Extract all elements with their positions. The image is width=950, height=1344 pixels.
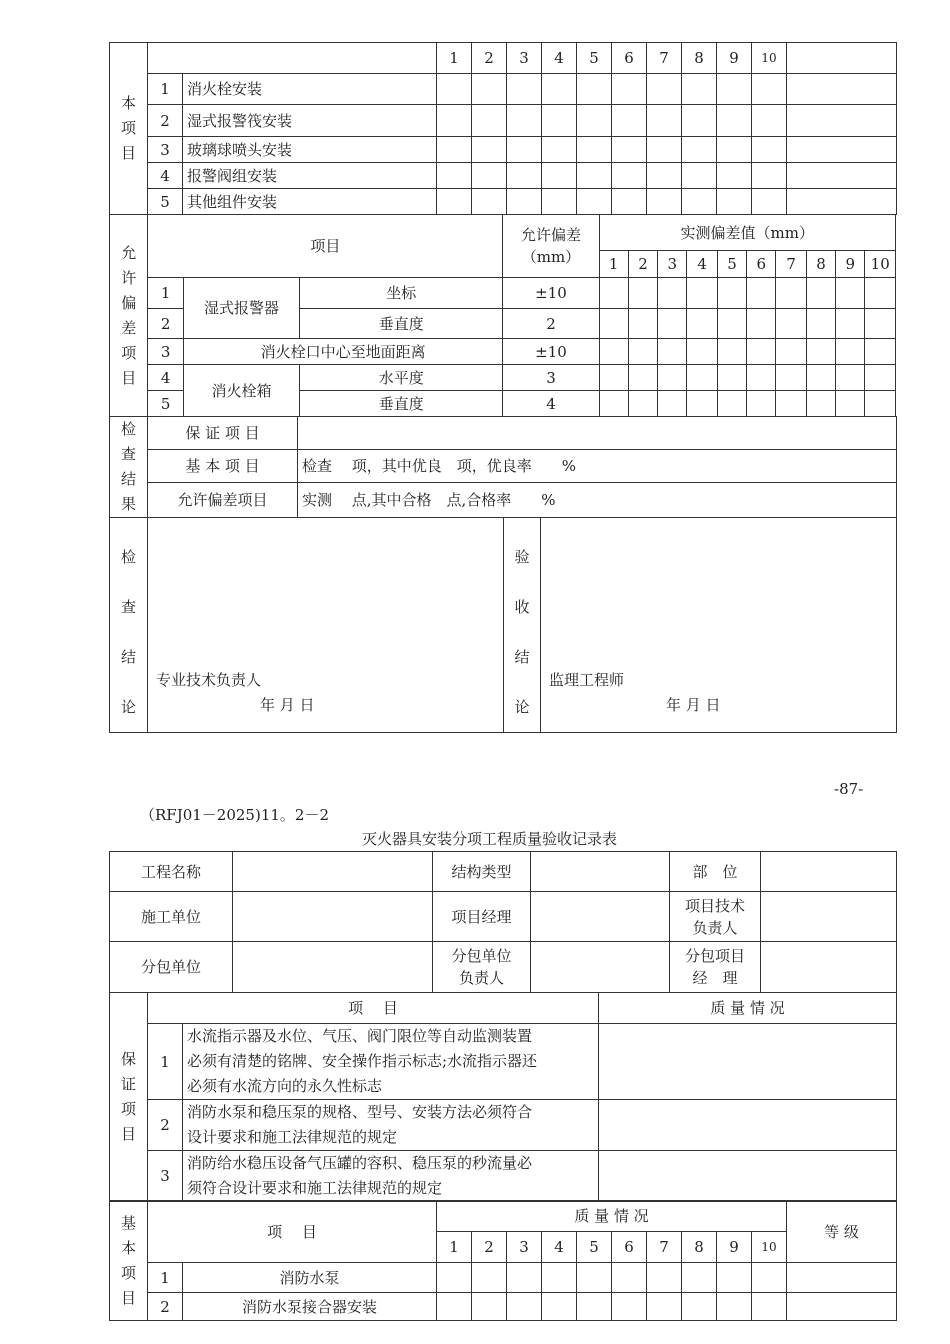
blank-header	[148, 43, 437, 74]
sub-unit-value	[233, 942, 433, 993]
structure-type-value	[531, 852, 670, 892]
main-items-table	[109, 42, 897, 215]
dev-allow-header: 允许偏差 （mm）	[503, 215, 599, 278]
row-number: 5	[148, 189, 183, 215]
col-header: 3	[507, 43, 542, 74]
guarantee-quality-header: 质 量 情 况	[599, 993, 897, 1024]
col-header: 10	[752, 43, 787, 74]
col-header: 1	[437, 43, 472, 74]
dev-measured-header: 实测偏差值（mm）	[599, 215, 896, 251]
page-title: 灭火器具安装分项工程质量验收记录表	[362, 830, 618, 848]
pm-value	[531, 892, 670, 942]
result-value: 实测 点,其中合格 点,合格率 %	[298, 482, 897, 517]
basic-label: 基 本 项 目	[110, 1201, 148, 1321]
result-key: 基 本 项 目	[148, 450, 298, 482]
tech-lead-label: 项目技术 负责人	[670, 892, 761, 942]
item-name: 消火栓安装	[183, 74, 437, 105]
table-row: 1 消防水泵	[110, 1263, 897, 1293]
tech-lead-signature: 专业技术负责人 年 月 日	[148, 518, 504, 733]
basic-table: 基 本 项 目 项 目 质 量 情 况 等 级 1 2 3 4 5 6 7 8 9 10 1 消防水泵 2 消防水泵接合器安装	[109, 1200, 897, 1321]
grade-header: 等 级	[787, 1201, 897, 1263]
project-header-table	[109, 851, 897, 993]
blank-cell	[787, 43, 897, 74]
sub-lead-value	[531, 942, 670, 993]
form-code: （RFJ01－2025)11。2－2	[140, 806, 330, 824]
dev-group: 消火栓箱	[183, 365, 299, 417]
table-row: 3 消防给水稳压设备气压罐的容积、稳压泵的秒流量必 须符合设计要求和施工法律规范的规定	[110, 1151, 897, 1202]
main-items-label: 本 项 目	[110, 43, 148, 215]
result-key: 允许偏差项目	[148, 482, 298, 517]
result-label: 检 查 结 果	[110, 417, 148, 518]
item-name: 报警阀组安装	[183, 163, 437, 189]
item-name: 其他组件安装	[183, 189, 437, 215]
dev-group: 湿式报警器	[183, 278, 299, 339]
col-header: 9	[717, 43, 752, 74]
col-header: 7	[647, 43, 682, 74]
result-table	[109, 416, 897, 733]
sub-pm-label: 分包项目 经 理	[670, 942, 761, 993]
table-row	[110, 105, 897, 137]
table-row	[110, 189, 897, 215]
table-row: 2 垂直度 2	[110, 309, 896, 339]
table-row: 5 垂直度 4	[110, 391, 896, 417]
page-number: -87-	[834, 780, 864, 798]
supervisor-signature: 监理工程师 年 月 日	[541, 518, 897, 733]
basic-quality-header: 质 量 情 况	[437, 1201, 787, 1232]
table-row: 1 水流指示器及水位、气压、阀门限位等自动监测装置 必须有清楚的铭牌、安全操作指示标志;水流指示器还 必须有水流方向的永久性标志	[110, 1024, 897, 1100]
row-number: 2	[148, 105, 183, 137]
item-name: 玻璃球喷头安装	[183, 137, 437, 163]
pm-label: 项目经理	[433, 892, 531, 942]
result-key: 保 证 项 目	[148, 417, 298, 450]
result-value: 检查 项，其中优良 项，优良率 %	[298, 450, 897, 482]
sub-pm-value	[761, 942, 897, 993]
project-name-value	[233, 852, 433, 892]
guarantee-table	[109, 992, 897, 1202]
part-value	[761, 852, 897, 892]
deviation-table: 允 许 偏 差 项 目 项目 允许偏差 （mm） 实测偏差值（mm） 1 2 3 4 5 6 7 8 9 10 1 湿式报警器 坐标 ±10 2 垂直度 2 3 消火栓口中心至地面距离 ±10 4 消火栓箱 水平度 3 5 垂直度 4	[109, 214, 896, 417]
row-number: 4	[148, 163, 183, 189]
sub-unit-label: 分包单位	[110, 942, 233, 993]
row-number: 1	[148, 74, 183, 105]
table-row: 2 消防水泵接合器安装	[110, 1293, 897, 1321]
table-row	[110, 163, 897, 189]
guarantee-item-header: 项 目	[148, 993, 599, 1024]
sub-lead-label: 分包单位 负责人	[433, 942, 531, 993]
table-row: 4 消火栓箱 水平度 3	[110, 365, 896, 391]
result-value	[298, 417, 897, 450]
col-header: 8	[682, 43, 717, 74]
project-name-label: 工程名称	[110, 852, 233, 892]
basic-item-header: 项 目	[148, 1201, 437, 1263]
conclusion-label: 检 查 结 论	[110, 518, 148, 733]
tech-lead-value	[761, 892, 897, 942]
col-header: 6	[612, 43, 647, 74]
col-header: 5	[577, 43, 612, 74]
builder-label: 施工单位	[110, 892, 233, 942]
table-row: 3 消火栓口中心至地面距离 ±10	[110, 339, 896, 365]
dev-item-header: 项目	[148, 215, 503, 278]
deviation-label: 允 许 偏 差 项 目	[110, 215, 148, 417]
row-number: 3	[148, 137, 183, 163]
table-row: 2 消防水泵和稳压泵的规格、型号、安装方法必须符合 设计要求和施工法律规范的规定	[110, 1100, 897, 1151]
item-name: 湿式报警筏安装	[183, 105, 437, 137]
table-row	[110, 137, 897, 163]
col-header: 2	[472, 43, 507, 74]
structure-type-label: 结构类型	[433, 852, 531, 892]
builder-value	[233, 892, 433, 942]
part-label: 部 位	[670, 852, 761, 892]
col-header: 4	[542, 43, 577, 74]
table-row	[110, 74, 897, 105]
accept-label: 验 收 结 论	[504, 518, 541, 733]
guarantee-label: 保 证 项 目	[110, 993, 148, 1202]
table-row: 1 湿式报警器 坐标 ±10	[110, 278, 896, 309]
